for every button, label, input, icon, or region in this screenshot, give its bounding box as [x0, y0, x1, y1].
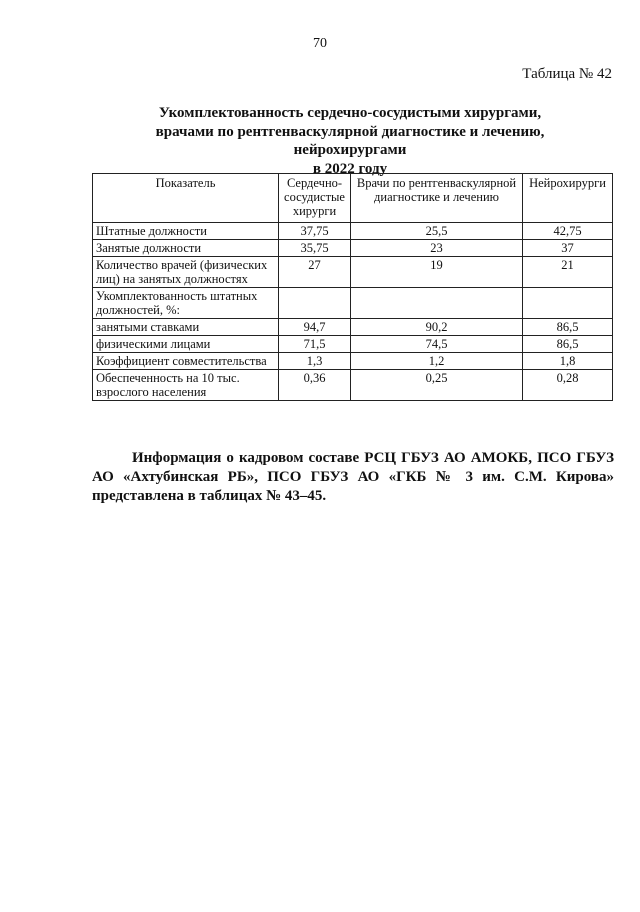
cell-value: 42,75: [523, 223, 613, 240]
header-indicator: Показатель: [93, 174, 279, 223]
table-row: [93, 240, 613, 257]
document-title: [100, 104, 600, 178]
row-label: занятыми ставками: [93, 319, 279, 336]
row-label: Коэффициент совместительства: [93, 353, 279, 370]
cell-value: 37,75: [279, 223, 351, 240]
cell-value: 74,5: [351, 336, 523, 353]
row-label: Обеспеченность на 10 тыс. взрослого населения: [93, 370, 279, 401]
table-row: [93, 319, 613, 336]
cell-value: 90,2: [351, 319, 523, 336]
cell-value: 0,28: [523, 370, 613, 401]
cell-value: 1,8: [523, 353, 613, 370]
table-row: [93, 370, 613, 401]
cell-value: 86,5: [523, 319, 613, 336]
row-label: физическими лицами: [93, 336, 279, 353]
table-row: [93, 288, 613, 319]
table-row: [93, 223, 613, 240]
info-paragraph: Информация о кадровом составе РСЦ ГБУЗ АО АМОКБ, ПСО ГБУЗ АО «Ахтубинская РБ», ПСО ГБУЗ АО «ГКБ № 3 им. С.М. Кирова» представлена в таблицах № 43–45.: [92, 450, 614, 504]
title-line-3: в 2022 году: [312, 160, 388, 177]
table-row: [93, 353, 613, 370]
row-label: Укомплектованность штатных должностей, %:: [93, 288, 279, 319]
table-label: Таблица № 42: [522, 66, 612, 82]
cell-value: 0,25: [351, 370, 523, 401]
cell-value: 1,2: [351, 353, 523, 370]
page-number: 70: [313, 36, 327, 51]
header-neurosurgeons: Нейрохирурги: [523, 174, 613, 223]
table-header-row: [93, 174, 613, 223]
cell-value: 71,5: [279, 336, 351, 353]
title-line-2: врачами по рентгенваскулярной диагностике и лечению, нейрохирургами: [155, 123, 545, 158]
cell-value: 1,3: [279, 353, 351, 370]
cell-value: [279, 288, 351, 319]
row-label: Штатные должности: [93, 223, 279, 240]
cell-value: 25,5: [351, 223, 523, 240]
cell-value: [523, 288, 613, 319]
cell-value: 0,36: [279, 370, 351, 401]
row-label: Занятые должности: [93, 240, 279, 257]
table-row: [93, 336, 613, 353]
cell-value: 37: [523, 240, 613, 257]
cell-value: 94,7: [279, 319, 351, 336]
cell-value: 35,75: [279, 240, 351, 257]
title-line-1: Укомплектованность сердечно-сосудистыми хирургами,: [158, 105, 542, 121]
header-xray-doctors: Врачи по рентгенваскулярной диагностике и лечению: [351, 174, 523, 223]
cell-value: 23: [351, 240, 523, 257]
staffing-table: [92, 173, 613, 401]
cell-value: 19: [351, 257, 523, 288]
cell-value: 27: [279, 257, 351, 288]
cell-value: 86,5: [523, 336, 613, 353]
row-label: Количество врачей (физических лиц) на занятых должностях: [93, 257, 279, 288]
cell-value: 21: [523, 257, 613, 288]
table-row: [93, 257, 613, 288]
header-cardio-surgeons: Сердечно-сосудистые хирурги: [279, 174, 351, 223]
cell-value: [351, 288, 523, 319]
